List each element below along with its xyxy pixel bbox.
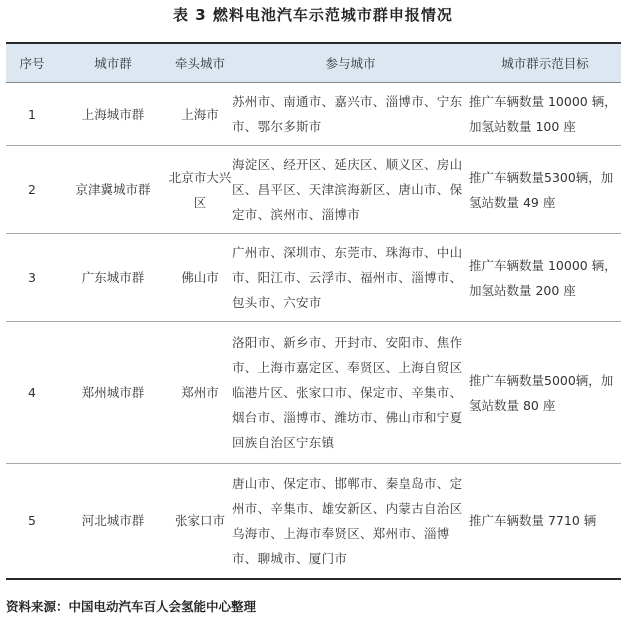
table-row [6, 464, 621, 579]
row-cities: 广州市、深圳市、东莞市、珠海市、中山市、阳江市、云浮市、福州市、淄博市、包头市、六安市 [232, 234, 469, 322]
row-number: 4 [6, 322, 58, 464]
source-note: 资料来源：中国电动汽车百人会氢能中心整理 [6, 599, 257, 614]
row-group: 河北城市群 [58, 464, 168, 579]
row-lead-city: 上海市 [168, 83, 232, 146]
column-header-group: 城市群 [58, 43, 168, 83]
table-row [6, 83, 621, 146]
table-title: 表 3 燃料电池汽车示范城市群申报情况 [173, 6, 453, 24]
row-group: 上海城市群 [58, 83, 168, 146]
row-target: 推广车辆数量 10000 辆，加氢站数量 100 座 [469, 83, 621, 146]
row-cities: 唐山市、保定市、邯郸市、秦皇岛市、定州市、辛集市、雄安新区、内蒙古自治区乌海市、上海市奉贤区、郑州市、淄博市、聊城市、厦门市 [232, 464, 469, 579]
table-row [6, 146, 621, 234]
column-header-number: 序号 [6, 43, 58, 83]
row-lead-city: 佛山市 [168, 234, 232, 322]
column-header-lead-city: 牵头城市 [168, 43, 232, 83]
row-number: 5 [6, 464, 58, 579]
row-lead-city: 郑州市 [168, 322, 232, 464]
row-number: 3 [6, 234, 58, 322]
row-target: 推广车辆数量5300辆，加氢站数量 49 座 [469, 146, 621, 234]
row-cities: 海淀区、经开区、延庆区、顺义区、房山区、昌平区、天津滨海新区、唐山市、保定市、滨州市、淄博市 [232, 146, 469, 234]
row-lead-city: 张家口市 [168, 464, 232, 579]
row-number: 1 [6, 83, 58, 146]
row-lead-city: 北京市大兴区 [168, 146, 232, 234]
table-header-row [6, 43, 621, 83]
row-group: 广东城市群 [58, 234, 168, 322]
row-group: 京津冀城市群 [58, 146, 168, 234]
row-target: 推广车辆数量 10000 辆，加氢站数量 200 座 [469, 234, 621, 322]
table-row [6, 234, 621, 322]
column-header-target: 城市群示范目标 [469, 43, 621, 83]
row-group: 郑州城市群 [58, 322, 168, 464]
row-target: 推广车辆数量 7710 辆 [469, 464, 621, 579]
row-target: 推广车辆数量5000辆，加氢站数量 80 座 [469, 322, 621, 464]
row-number: 2 [6, 146, 58, 234]
table-row [6, 322, 621, 464]
city-cluster-table [6, 42, 621, 580]
column-header-participating-cities: 参与城市 [232, 43, 469, 83]
row-cities: 洛阳市、新乡市、开封市、安阳市、焦作市、上海市嘉定区、奉贤区、上海自贸区临港片区、张家口市、保定市、辛集市、烟台市、淄博市、潍坊市、佛山市和宁夏回族自治区宁东镇 [232, 322, 469, 464]
row-cities: 苏州市、南通市、嘉兴市、淄博市、宁东市、鄂尔多斯市 [232, 83, 469, 146]
